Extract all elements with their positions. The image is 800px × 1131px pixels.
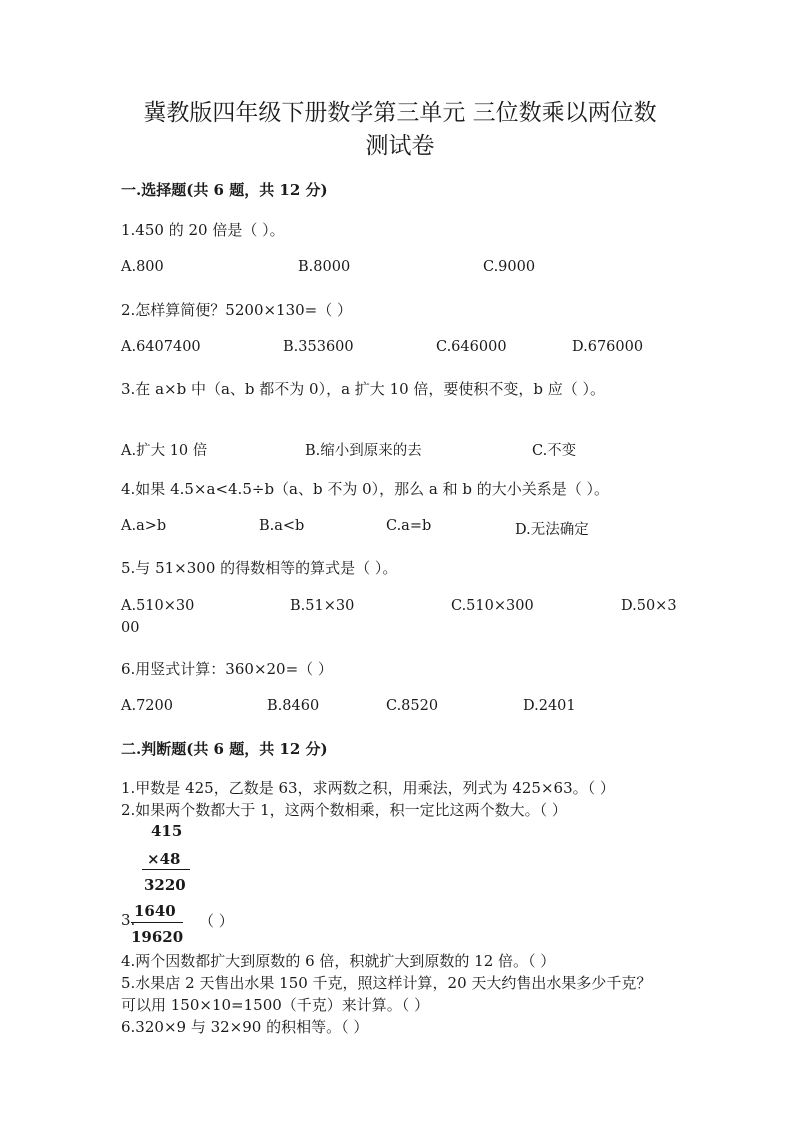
section-heading-choice: 一.选择题(共 6 题，共 12 分) [121,181,328,199]
question-1-text: 1.450 的 20 倍是（ ）。 [121,221,285,239]
question-6-option-a: A.7200 [121,698,173,714]
question-2-text: 2.怎样算简便？5200×130=（ ） [121,301,353,319]
question-3-option-a: A.扩大 10 倍 [121,443,208,459]
judgement-3-number: 3. [121,911,136,929]
question-2-option-b: B.353600 [283,339,354,355]
worksheet-title-line2: 测试卷 [365,133,435,159]
question-1-option-b: B.8000 [298,259,351,275]
question-2-option-d: D.676000 [572,339,644,355]
question-4-text: 4.如果 4.5×a<4.5÷b（a、b 不为 0），那么 a 和 b 的大小关系是（ ）。 [121,480,610,498]
question-4-option-c: C.a=b [386,518,432,534]
calc-partial-product-2: 1640 [134,902,176,920]
judgement-4-text: 4.两个因数都扩大到原数的 6 倍，积就扩大到原数的 12 倍。（ ） [121,952,556,970]
question-6-option-b: B.8460 [267,698,320,714]
question-3-text: 3.在 a×b 中（a、b 都不为 0），a 扩大 10 倍，要使积不变，b 应（ ）。 [121,380,606,398]
section-heading-judgement: 二.判断题(共 6 题，共 12 分) [121,740,328,758]
question-6-option-d: D.2401 [523,698,576,714]
calc-rule-2 [131,922,183,923]
calc-multiplier: ×48 [147,850,181,868]
question-6-option-c: C.8520 [386,698,439,714]
question-1-option-c: C.9000 [483,259,536,275]
question-5-option-d: D.50×3 [621,598,677,614]
question-1-option-a: A.800 [121,259,164,275]
question-4-option-a: A.a>b [121,518,167,534]
worksheet-title-line1: 冀教版四年级下册数学第三单元 三位数乘以两位数 [143,100,657,126]
calc-multiplicand: 415 [151,822,183,840]
question-3-option-b: B.缩小到原来的去 [305,443,422,459]
question-4-option-b: B.a<b [259,518,305,534]
judgement-5-text-line2: 可以用 150×10=1500（千克）来计算。（ ） [121,996,430,1014]
calc-partial-product-1: 3220 [144,876,186,894]
judgement-5-text-line1: 5.水果店 2 天售出水果 150 千克，照这样计算，20 天大约售出水果多少千克？ [121,974,652,992]
judgement-2-text: 2.如果两个数都大于 1，这两个数相乘，积一定比这两个数大。（ ） [121,801,567,819]
judgement-1-text: 1.甲数是 425，乙数是 63，求两数之积，用乘法，列式为 425×63。（ ） [121,779,615,797]
calc-rule-1 [142,869,190,870]
question-5-option-c: C.510×300 [451,598,534,614]
judgement-6-text: 6.320×9 与 32×90 的积相等。（ ） [121,1018,369,1036]
question-5-text: 5.与 51×300 的得数相等的算式是（ ）。 [121,559,398,577]
calc-product: 19620 [131,928,184,946]
question-6-text: 6.用竖式计算：360×20=（ ） [121,660,333,678]
question-5-option-d-wrap: 00 [121,620,140,636]
question-2-option-a: A.6407400 [121,339,201,355]
question-4-option-d: D.无法确定 [515,522,589,538]
question-2-option-c: C.646000 [436,339,507,355]
question-5-option-a: A.510×30 [121,598,195,614]
question-3-option-c: C.不变 [532,443,577,459]
question-5-option-b: B.51×30 [290,598,355,614]
judgement-3-answer-bracket: （ ） [199,912,234,930]
